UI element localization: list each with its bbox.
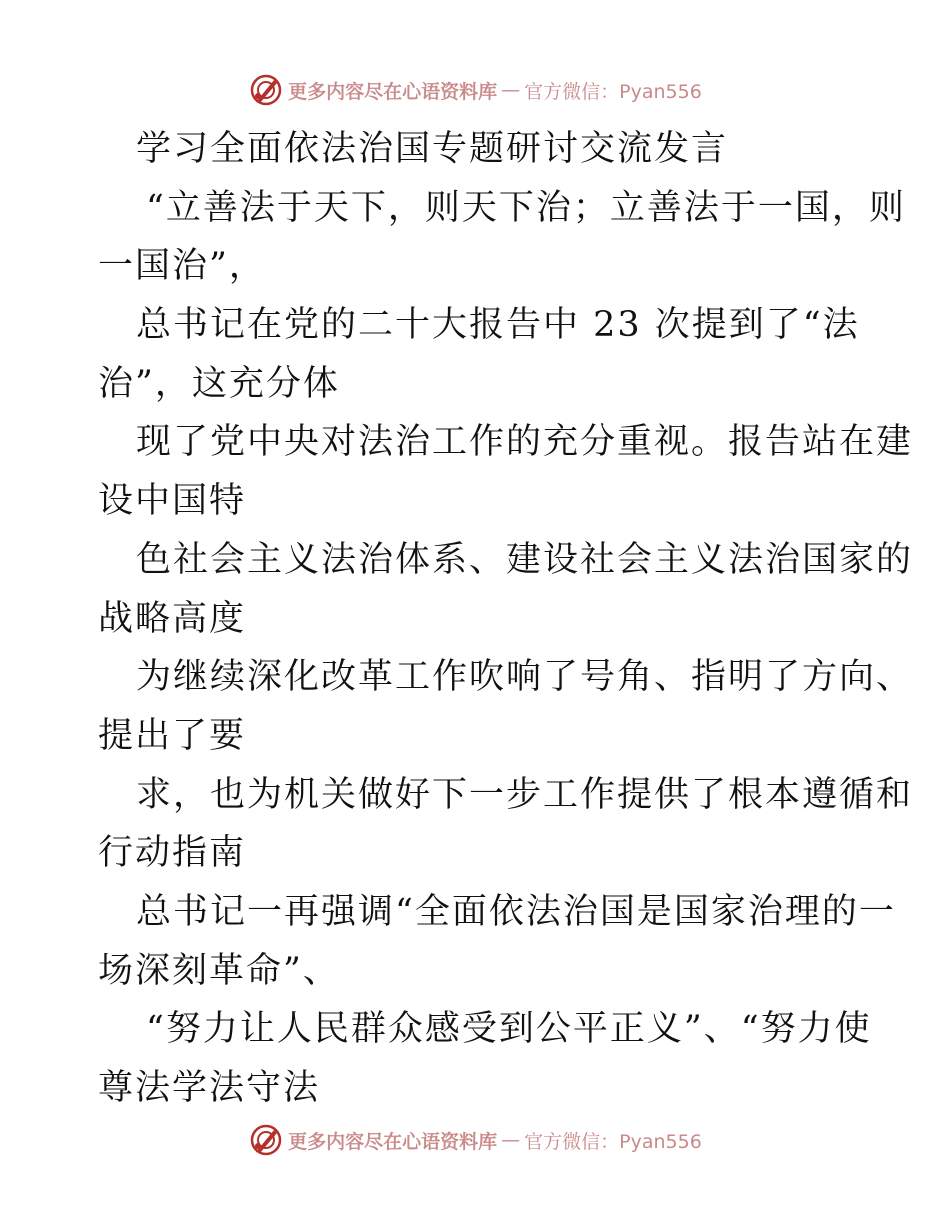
banner-separator: — bbox=[501, 79, 521, 101]
document-body bbox=[98, 120, 914, 1118]
logo-icon bbox=[248, 72, 284, 108]
paragraph-line: 现了党中央对法治工作的充分重视。报告站在建 bbox=[136, 422, 914, 463]
paragraph-line: “努力让人民群众感受到公平正义”、“努力使 bbox=[146, 1009, 872, 1050]
paragraph-line: 行动指南 bbox=[98, 833, 247, 874]
paragraph-line: 求，也为机关做好下一步工作提供了根本遵循和 bbox=[136, 774, 914, 815]
banner-slogan: 更多内容尽在心语资料库 bbox=[288, 80, 498, 103]
paragraph-line: 场深刻革命”、 bbox=[98, 950, 340, 991]
paragraph-line: 治”，这充分体 bbox=[98, 363, 340, 404]
paragraph-line: 为继续深化改革工作吹响了号角、指明了方向、 bbox=[136, 657, 914, 698]
banner-wechat: 官方微信：Pyan556 bbox=[524, 80, 702, 103]
paragraph-line: 色社会主义法治体系、建设社会主义法治国家的 bbox=[136, 539, 914, 580]
banner-slogan: 更多内容尽在心语资料库 bbox=[288, 1130, 498, 1153]
paragraph-line: 一国治”， bbox=[98, 246, 266, 287]
banner-wechat: 官方微信：Pyan556 bbox=[524, 1130, 702, 1153]
header-banner bbox=[0, 70, 950, 110]
paragraph-line: 战略高度 bbox=[98, 598, 247, 639]
paragraph-line: 尊法学法守法 bbox=[98, 1068, 321, 1108]
paragraph-line: “立善法于天下，则天下治；立善法于一国，则 bbox=[146, 187, 906, 228]
paragraph-line: 提出了要 bbox=[98, 715, 247, 756]
logo-icon bbox=[248, 1122, 284, 1158]
paragraph-line: 总书记一再强调“全面依法治国是国家治理的一 bbox=[136, 891, 896, 932]
banner-separator: — bbox=[501, 1129, 521, 1151]
document-title: 学习全面依法治国专题研讨交流发言 bbox=[136, 129, 729, 169]
paragraph-line: 设中国特 bbox=[98, 481, 247, 522]
paragraph-line: 总书记在党的二十大报告中 23 次提到了“法 bbox=[136, 305, 860, 346]
footer-banner bbox=[0, 1120, 950, 1160]
